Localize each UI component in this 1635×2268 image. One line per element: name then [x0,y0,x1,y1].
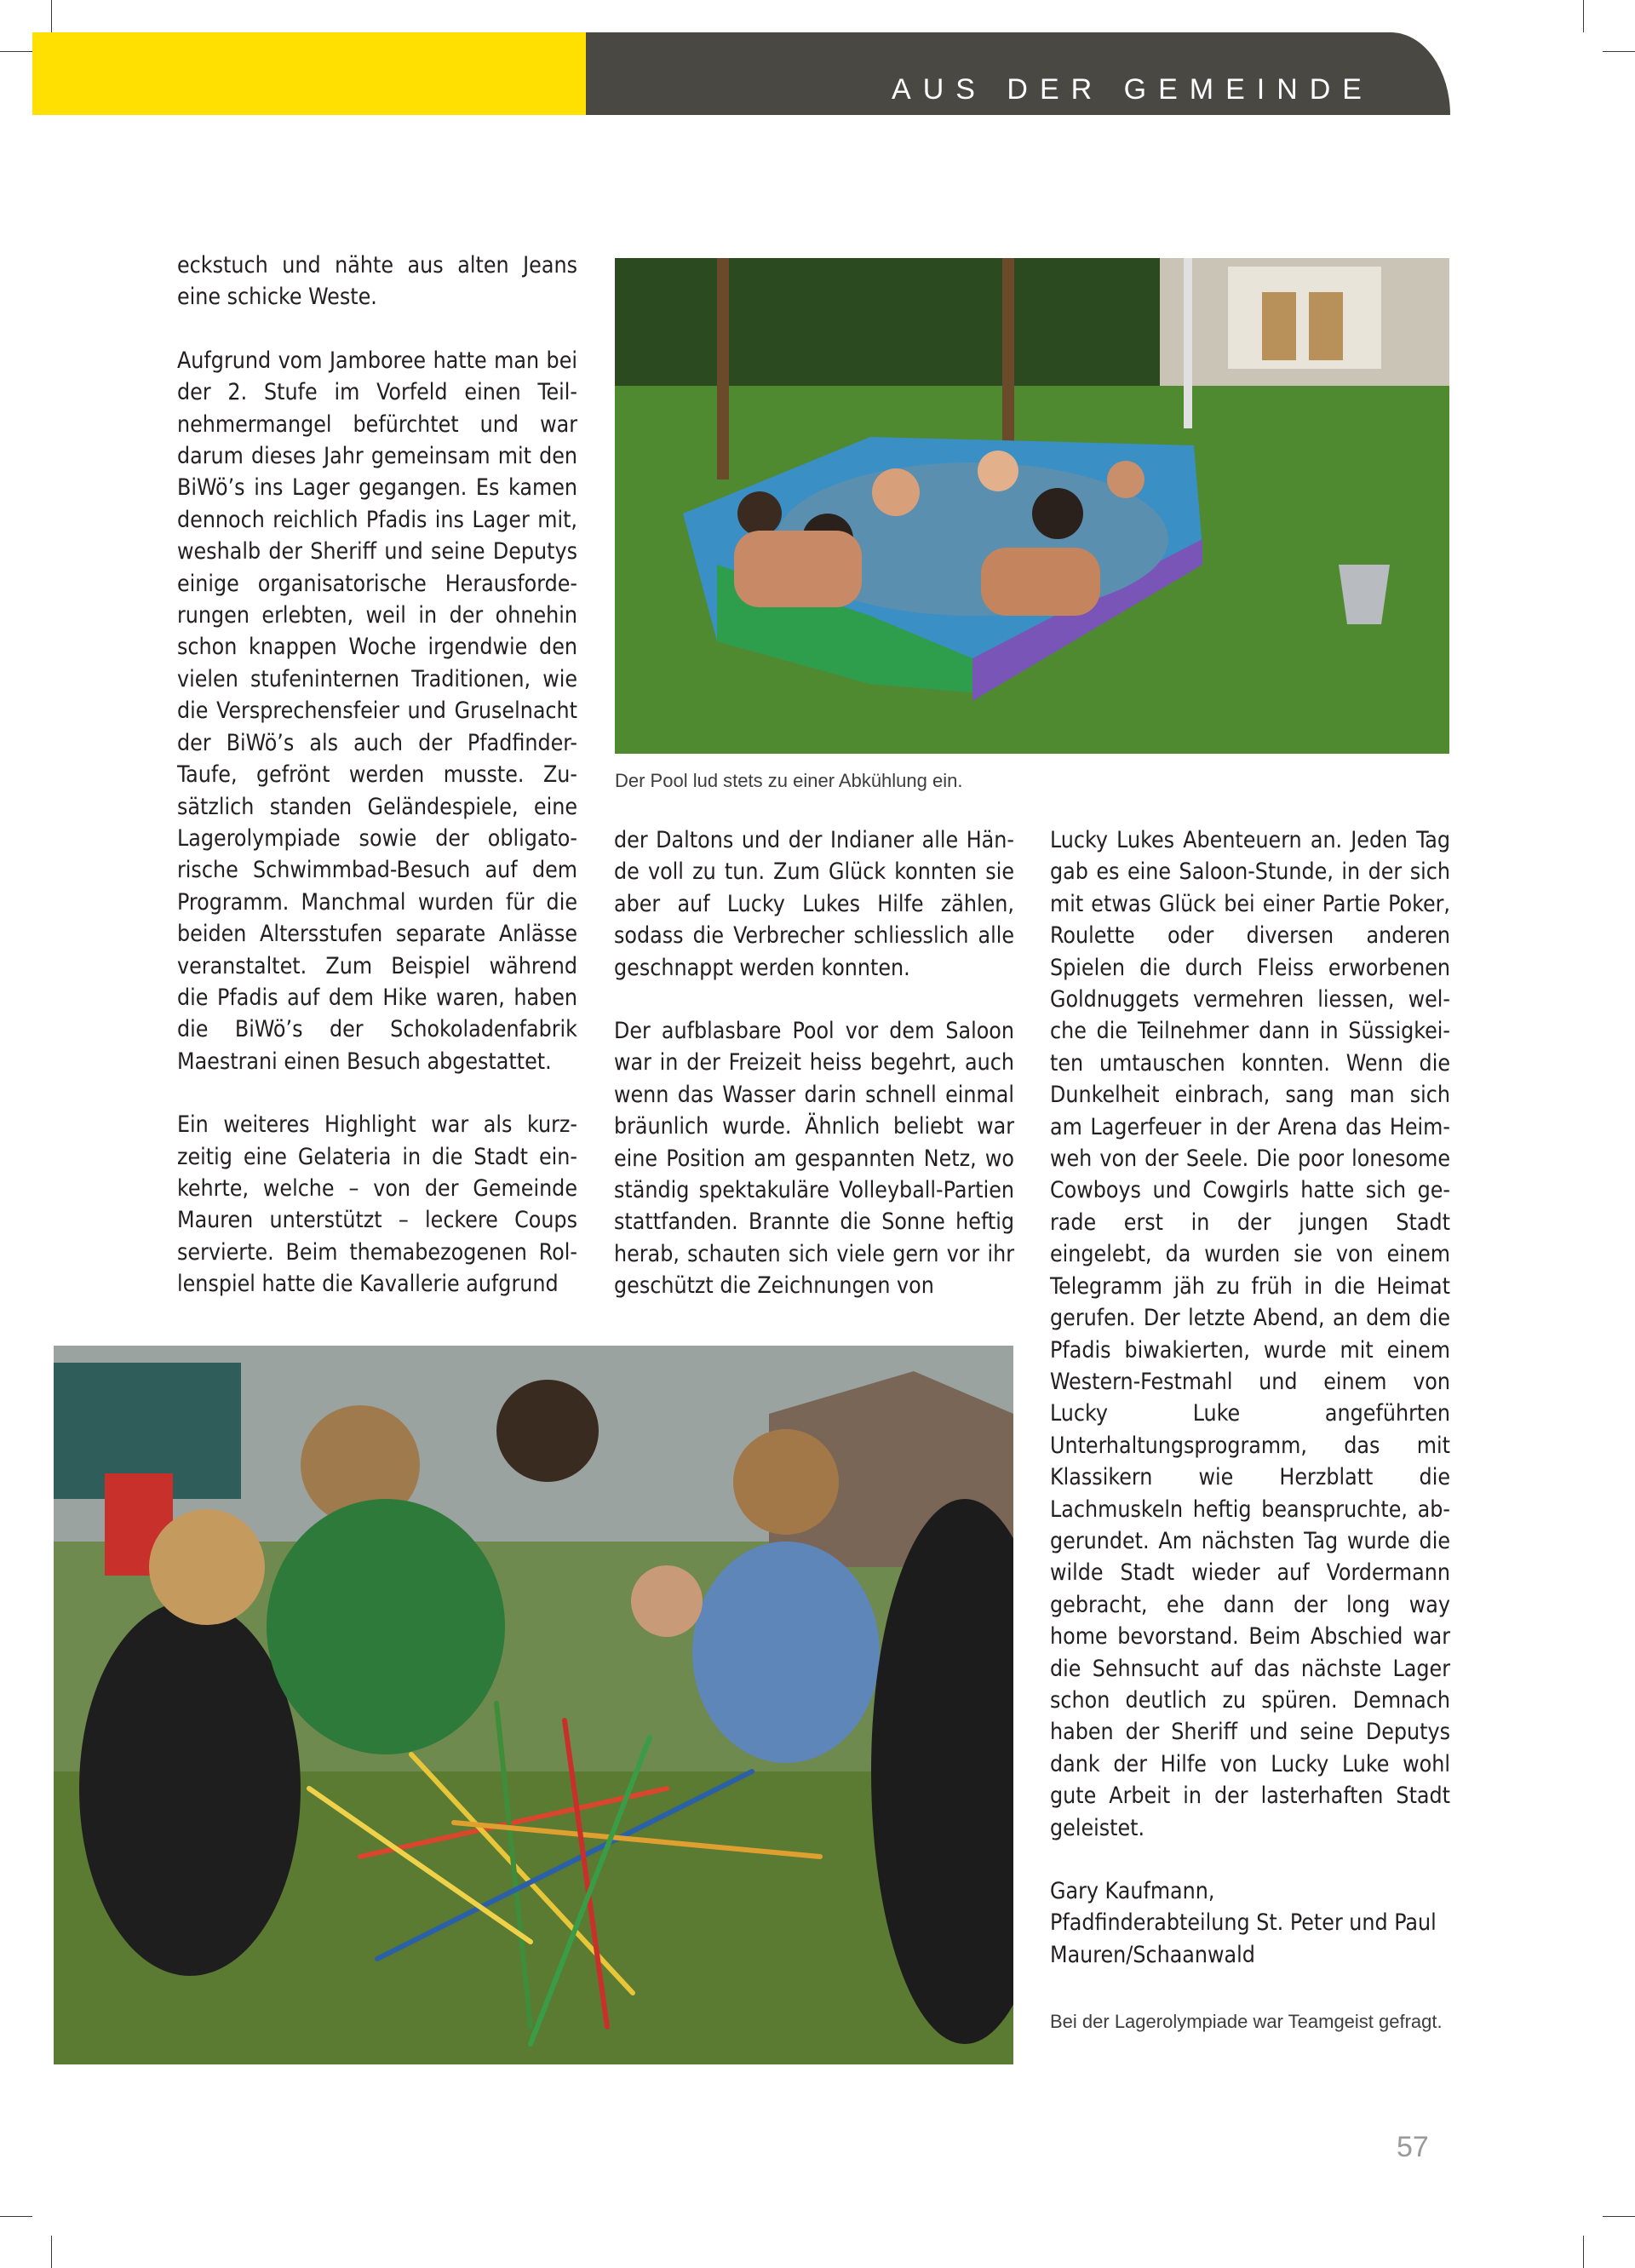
author-name: Gary Kaufmann, [1050,1878,1215,1904]
article-column-1 [177,250,577,1301]
page-number: 57 [1397,2131,1429,2163]
section-header-bar [586,32,1450,115]
crop-mark [1603,51,1635,52]
section-title: AUS DER GEMEINDE [892,73,1374,106]
crop-mark [1583,2236,1584,2268]
paragraph: Lucky Lukes Abenteuern an. Jeden Tag gab es eine Saloon-Stunde, in der sich mit etwas Glück bei einer Partie Poker, Roulette oder diversen anderen Spielen die durch Fleiss erworbenen Goldnuggets vermehren liessen, welche die Teilnehmer dann in Süssigkeiten umtauschen konnten. Wenn die Dunkelheit einbrach, sang man sich am Lagerfeuer in der Arena das Heimweh von der Seele. Die poor lonesome Cowboys und Cowgirls hatte sich gerade erst in der jungen Stadt eingelebt, da wurden sie von einem Telegramm jäh zu früh in die Heimat gerufen. Der letzte Abend, an dem die Pfadis biwakierten, wurde mit einem Western-Festmahl und einem von Lucky Luke angeführten Unterhaltungsprogramm, das mit Klassikern wie Herzblatt die Lachmuskeln heftig beanspruchte, abgerundet. Am nächsten Tag wurde die wilde Stadt wieder auf Vordermann gebracht, ehe dann der long way home bevorstand. Beim Abschied war die Sehnsucht auf das nächste Lager schon deutlich zu spüren. Demnach haben der Sheriff und seine Deputys dank der Hilfe von Lucky Luke wohl gute Arbeit in der lasterhaften Stadt geleistet. [1050,827,1450,1841]
pool-photo [615,258,1449,754]
header-accent-bar [32,32,586,115]
article-column-2 [614,824,1014,1302]
crop-mark [0,51,32,52]
crop-mark [1603,2216,1635,2217]
paragraph: Ein weiteres Highlight war als kurzzeitig eine Gelateria in die Stadt einkehrte, welche – von der Gemeinde Mauren unterstützt – leckere Coups servierte. Beim themabezogenen Rollenspiel hatte die Kavallerie aufgrund [177,1111,577,1298]
paragraph: der Daltons und der Indianer alle Hände voll zu tun. Zum Glück konnten sie aber auf Lucky Lukes Hilfe zählen, sodass die Verbrecher schliesslich alle geschnappt werden konnten. [614,827,1014,981]
crop-mark [51,0,52,32]
signature [1050,1875,1450,1971]
paragraph: Der aufblasbare Pool vor dem Saloon war in der Freizeit heiss begehrt, auch wenn das Wasser darin schnell einmal bräunlich wurde. Ähnlich beliebt war eine Position am gespannten Netz, wo ständig spektakuläre Volleyball-Partien stattfanden. Brannte die Sonne heftig herab, schauten sich viele gern vor ihr geschützt die Zeichnungen von [614,1018,1014,1300]
author-organisation: Pfadfinderabteilung St. Peter und Paul [1050,1909,1437,1937]
mikado-photo [54,1346,1013,2064]
author-place: Mauren/Schaanwald [1050,1941,1255,1968]
crop-mark [1583,0,1584,32]
article-column-3 [1050,824,1450,1971]
mikado-photo-caption: Bei der Lagerolympiade war Teamgeist gefragt. [1050,2011,1443,2032]
paragraph: Aufgrund vom Jamboree hatte man bei der 2. Stufe im Vorfeld einen Teilnehmermangel befürchtet und war darum dieses Jahr gemeinsam mit den BiWö’s ins Lager gegangen. Es kamen dennoch reichlich Pfadis ins Lager mit, weshalb der Sheriff und seine Deputys einige organisatorische Herausforderungen erlebten, weil in der ohnehin schon knappen Woche irgendwie den vielen stufeninternen Traditionen, wie die Versprechensfeier und Gruselnacht der BiWö’s als auch der Pfadfinder-Taufe, gefrönt werden musste. Zusätzlich standen Geländespiele, eine Lagerolympiade sowie der obligatorische Schwimmbad-Besuch auf dem Programm. Manchmal wurden für die beiden Altersstufen separate Anlässe veranstaltet. Zum Beispiel während die Pfadis auf dem Hike waren, haben die BiWö’s der Schokoladenfabrik Maestrani einen Besuch abgestattet. [177,347,577,1075]
crop-mark [51,2236,52,2268]
crop-mark [0,2216,32,2217]
pool-photo-caption: Der Pool lud stets zu einer Abkühlung ein. [615,770,963,791]
paragraph: eckstuch und nähte aus alten Jeans eine schicke Weste. [177,252,577,311]
